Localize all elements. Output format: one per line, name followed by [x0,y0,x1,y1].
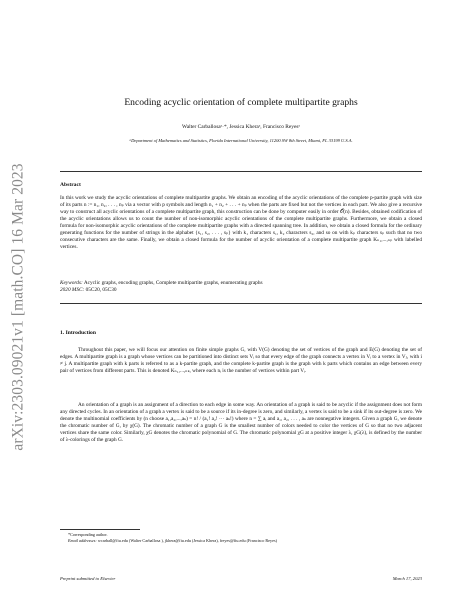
msc-text: 05C20, 05C30 [85,287,117,293]
intro-paragraph-2: An orientation of a graph is an assignment of a direction to each edge in some way. An orientation of a graph is said to be acyclic if the assignment does not form any directed cycles. In an orientation of a graph a vertex is said to be a source if its in-degree is zero, and similarly, a vertex is said to be a sink if its out-degree is zero. We denote the multinomial coefficients by (n choose a₁,a₂,...,aₖ) = n! / (a₁! a₂! ··· aₖ!) where n = ∑ aᵢ and a₁, a₂, . . . , aₖ are nonnegative integers. Given a graph G, we denote the chromatic number of G, by χ(G). The chromatic number of a graph G is the smallest number of colors needed to color the vertices of G so that no two adjacent vertices share the same color. Similarly, χG denotes the chromatic polynomial of G. The chromatic polynomial χG at a positive integer λ, χG(λ), is defined by the number of λ-colorings of the graph G. [60,402,422,443]
abstract-bottom-rule [60,303,422,304]
msc-label: 2020 MSC: [60,287,85,293]
footnote-emails [60,538,430,544]
keywords-text: Acyclic graphs, encoding graphs, Complete multipartite graphs, enumerating graphs [83,280,263,286]
paper-title: Encoding acyclic orientation of complete multipartite graphs [124,97,358,108]
intro-paragraph-1: Throughout this paper, we will focus our attention on finite simple graphs G, with V(G) denoting the set of vertices of the graph and E(G) denoting the set of edges. A multipartite graph is a graph whose vertices can be partitioned into distinct sets Vᵢ so that every edge of the graph connects a vertex in Vᵢ to a vertex in Vⱼ, with i ≠ j. A multipartite graph with k parts is referred to as a k-partite graph, and the complete k-partite graph is the graph with k parts which contains an edge between every pair of vertices from different parts. This is denoted Kₙ₁,...,ₙₖ, where each nᵢ is the number of vertices within part Vᵢ. [60,347,422,374]
arxiv-sidebar [6,142,32,472]
section-heading-introduction: 1. Introduction [60,330,96,336]
abstract-heading: Abstract [60,182,81,188]
keywords-block [60,280,422,294]
footer-preprint-note: Preprint submitted to Elsevier [60,576,116,581]
footer-date: March 17, 2023 [392,576,422,581]
paper-authors: Walter Carballosaᵃ·*, Jessica Kheraᵃ, Francisco Reyesᵃ [182,124,300,130]
emails-text[interactable]: wcarball@fiu.edu (Walter Carballosa ), jkhera@fiu.edu (Jessica Khera), freyes@fiu.edu (Francisco Reyes) [97,538,277,543]
abstract-top-rule [60,171,422,172]
abstract-text: In this work we study the acyclic orientations of complete multipartite graphs. We obtain an encoding of the acyclic orientations of the complete p-partite graph with size of its parts n := n₁, n₂, . . . , nₚ via a vector with p symbols and length n₁ + n₂ + . . . + nₚ when the parts are fixed but not the vertices in each part. We also give a recursive way to construct all acyclic orientations of a complete multipartite graph, this construction can be done by computer easily in order 𝒪(n). Besides, obtained codification of the acyclic orientations allows us to count the number of non-isomorphic acyclic orientations of the complete multipartite graphs. Furthermore, we obtain a closed formula for non-isomorphic acyclic orientations of the complete multipartite graphs with a directed spanning tree. In addition, we obtain a closed formula for the ordinary generating functions for the number of strings in the alphabet {s₁, s₂, . . . , sₚ} with k₁ characters s₁, k₂ characters s₂, and so on with kₚ characters sₚ such that no two consecutive characters are the same. Finally, we obtain a closed formula for the number of acyclic orientation of a complete multipartite graph Kₙ₁,...,ₙₚ with labelled vertices. [60,195,422,250]
emails-label: Email addresses: [68,538,97,543]
keywords-label: Keywords: [60,280,83,286]
footnote-rule [60,529,140,530]
page-footer [60,576,422,581]
paper-affiliation: ᵃDepartment of Mathematics and Statistics, Florida International University, 11200 SW 8th Street, Miami, FL 33199 U.S.A. [129,138,353,143]
arxiv-identifier[interactable]: arXiv:2303.09021v1 [math.CO] 16 Mar 2023 [10,163,27,451]
footnote-corresponding: *Corresponding author. [68,532,108,537]
